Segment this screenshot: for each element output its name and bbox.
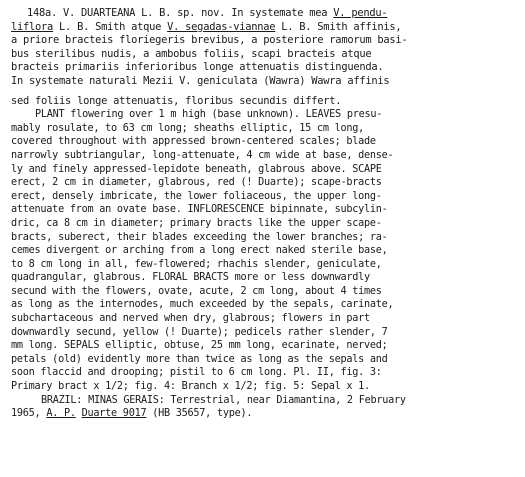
specimen-citation — [11, 394, 517, 421]
description-line: subchartaceous and nerved when dry, glabrous; flowers in part — [11, 313, 370, 325]
diagnosis-line-3: a priore bracteis floriegeris brevibus, a posteriore ramorum basi- — [11, 34, 408, 47]
description-line: soon flaccid and drooping; pistil to 6 cm long. Pl. II, fig. 3: — [11, 367, 382, 379]
citation-line-1: BRAZIL: MINAS GERAIS: Terrestrial, near Diamantina, 2 February — [41, 394, 406, 406]
description-line: attenuate from an ovate base. INFLORESCENCE bipinnate, subcylin- — [11, 204, 388, 216]
diagnosis-line-2: liflora L. B. Smith atque V. segadas-viannae L. B. Smith affinis, — [11, 20, 402, 33]
citation-line-2: 1965, A. P. Duarte 9017 (HB 35657, type). — [11, 408, 253, 420]
description-line: mably rosulate, to 63 cm long; sheaths elliptic, 15 cm long, — [11, 122, 365, 134]
species-pendulifora: V. pendu- — [333, 7, 388, 19]
collector-name: A. P. — [46, 408, 76, 420]
description-line: downwardly secund, yellow (! Duarte); pedicels rather slender, 7 — [11, 326, 388, 338]
collection-number: Duarte 9017 — [81, 408, 147, 420]
description-line: bracts, suberect, their blades exceeding the lower branches; ra- — [11, 231, 388, 243]
species-segadas-viannae: V. segadas-viannae — [167, 20, 276, 33]
description-line: to 8 cm long in all, few-flowered; rhachis slender, geniculate, — [11, 258, 382, 270]
latin-diagnosis — [11, 7, 517, 108]
description-line: secund with the flowers, ovate, acute, 2 cm long, about 4 times — [11, 285, 382, 297]
diagnosis-line-7: sed foliis longe attenuatis, floribus secundis differt. — [11, 94, 342, 107]
description-line: ly and finely appressed-lepidote beneath, glabrous above. SCAPE — [11, 163, 382, 175]
description-line: Primary bract x 1/2; fig. 4: Branch x 1/2; fig. 5: Sepal x 1. — [11, 381, 370, 393]
description-line: covered throughout with appressed brown-centered scales; blade — [11, 136, 376, 148]
description-line: dric, ca 8 cm in diameter; primary bracts like the upper scape- — [11, 217, 382, 229]
description-line: PLANT flowering over 1 m high (base unknown). LEAVES presu- — [35, 109, 383, 121]
description-line: quadrangular, glabrous. FLORAL BRACTS more or less downwardly — [11, 272, 370, 284]
description-line: cemes divergent or arching from a long erect naked sterile base, — [11, 245, 388, 257]
description-line: narrowly subtriangular, long-attenuate, 4 cm wide at base, dense- — [11, 149, 394, 161]
diagnosis-line-6: In systemate naturali Mezii V. geniculata (Wawra) Wawra affinis — [11, 74, 390, 87]
description-line: erect, 2 cm in diameter, glabrous, red (! Duarte); scape-bracts — [11, 177, 382, 189]
diagnosis-line-4: bus sterilibus nudis, a ambobus foliis, scapi bracteis atque — [11, 47, 372, 60]
description-line: as long as the internodes, much exceeded by the sepals, carinate, — [11, 299, 394, 311]
description-line: mm long. SEPALS elliptic, obtuse, 25 mm long, ecarinate, nerved; — [11, 340, 388, 352]
description-line: erect, densely imbricate, the lower foliaceous, the upper long- — [11, 190, 382, 202]
diagnosis-line-5: bracteis primariis inferioribus longe attenuatis distinguenda. — [11, 61, 384, 74]
diagnosis-line-1: 148a. V. DUARTEANA L. B. sp. nov. In systemate mea V. pendu- — [27, 7, 388, 19]
description-line: petals (old) evidently more than twice as long as the sepals and — [11, 353, 388, 365]
description-body — [11, 108, 517, 393]
